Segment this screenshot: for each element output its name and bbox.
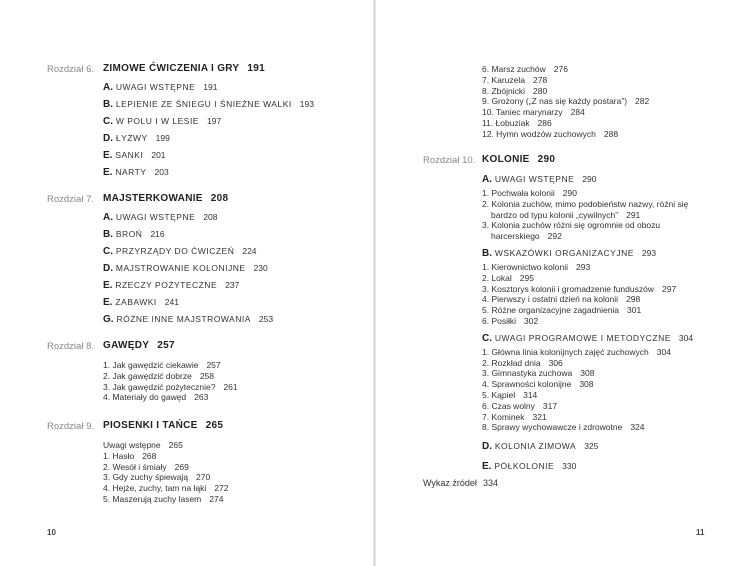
list-item[interactable] <box>482 273 693 284</box>
section-entry[interactable] <box>103 297 273 314</box>
section-title: UWAGI WSTĘPNE <box>115 82 196 92</box>
item-page: 304 <box>656 346 671 357</box>
item-list <box>103 440 229 505</box>
item-text: 5. Różne organizacyjne zagadnienia <box>482 305 620 316</box>
item-page: 306 <box>548 357 563 368</box>
item-text: 6. Czas wolny <box>482 400 535 411</box>
section-letter: E. <box>103 167 113 178</box>
list-item[interactable] <box>482 294 693 305</box>
list-item[interactable] <box>482 368 693 379</box>
item-text: 1. Główna linia kolonijnych zajęć zuchowych <box>482 346 649 357</box>
section-entry[interactable] <box>482 174 693 188</box>
list-item[interactable] <box>103 472 229 483</box>
item-text: 5. Kąpiel <box>482 389 516 400</box>
list-item[interactable] <box>103 483 229 494</box>
chapter-page: 208 <box>210 193 229 204</box>
item-page: 278 <box>533 74 548 85</box>
item-page: 276 <box>553 64 568 74</box>
item-page: 258 <box>199 370 215 381</box>
list-item[interactable] <box>482 316 693 327</box>
section-title: UWAGI PROGRAMOWE I METODYCZNE <box>494 332 671 343</box>
list-item[interactable] <box>482 107 649 118</box>
section-title: UWAGI WSTĘPNE <box>115 212 196 222</box>
sources-page: 334 <box>482 478 498 488</box>
list-item[interactable] <box>482 347 693 358</box>
chapter-page: 257 <box>157 340 175 351</box>
list-item[interactable] <box>482 412 693 423</box>
chapter-title: GAWĘDY <box>103 340 150 351</box>
list-item[interactable] <box>103 360 238 371</box>
item-text: 7. Kominek <box>482 411 525 422</box>
section-entry[interactable] <box>103 82 314 99</box>
right-page <box>376 0 750 566</box>
section-title: PRZYRZĄDY DO ĆWICZEŃ <box>115 246 235 256</box>
item-page: 291 <box>626 209 641 220</box>
item-text: 6. Marsz zuchów <box>482 64 546 74</box>
list-item[interactable] <box>482 96 649 107</box>
section-entry[interactable] <box>103 133 314 150</box>
item-text: 2. Wesół i śmiały <box>103 461 167 472</box>
section-group <box>482 461 693 475</box>
section-letter: B. <box>103 229 113 240</box>
section-page: 241 <box>164 297 179 307</box>
section-letter: D. <box>103 263 113 274</box>
item-text: 4. Hejże, zuchy, tam na łąki <box>103 483 207 494</box>
item-text: 3. Kolonia zuchów różni się ogromnie od obozu <box>482 220 661 231</box>
chapter-title: MAJSTERKOWANIE <box>103 193 203 204</box>
section-title: LEPIENIE ZE ŚNIEGU I ŚNIEŻNE WALKI <box>115 99 292 109</box>
item-text: 2. Kolonia zuchów, mimo podobieństw nazwy, różni się <box>482 198 689 209</box>
list-item[interactable] <box>103 392 238 403</box>
item-page: 282 <box>635 96 650 107</box>
section-page: 208 <box>203 212 218 222</box>
list-item[interactable] <box>482 75 649 86</box>
section-letter: C. <box>482 332 492 344</box>
section-page: 290 <box>582 174 597 184</box>
list-item[interactable] <box>482 188 693 199</box>
item-text: 4. Pierwszy i ostatni dzień na kolonii <box>482 294 619 305</box>
list-item[interactable] <box>482 422 693 433</box>
section-page: 237 <box>225 280 240 290</box>
section-letter: D. <box>482 441 492 453</box>
section-letter: C. <box>103 246 113 257</box>
section-title: MAJSTROWANIE KOLONIJNE <box>115 263 246 273</box>
section-list <box>103 212 273 331</box>
item-text: 2. Lokal <box>482 272 512 283</box>
item-page: 272 <box>214 483 229 494</box>
section-page: 191 <box>203 82 218 92</box>
page-number: 11 <box>696 528 705 537</box>
list-item[interactable] <box>482 118 649 129</box>
list-item[interactable] <box>103 382 238 393</box>
chapter-heading[interactable] <box>103 193 228 204</box>
section-letter: E. <box>103 150 113 161</box>
list-item[interactable] <box>482 379 693 390</box>
section-page: 193 <box>299 99 314 109</box>
item-text: 1. Pochwała kolonii <box>482 188 555 198</box>
item-text: 3. Gdy zuchy śpiewają <box>103 472 189 483</box>
section-title: KOLONIA ZIMOWA <box>494 441 577 452</box>
section-title: SANKI <box>115 150 144 160</box>
item-page: 274 <box>209 493 224 504</box>
list-item[interactable] <box>482 305 693 316</box>
section-group <box>482 174 693 242</box>
list-item[interactable] <box>482 284 693 295</box>
list-item[interactable] <box>482 86 649 97</box>
chapter-label: Rozdział 9. <box>47 421 94 432</box>
item-page: 301 <box>627 305 642 316</box>
item-text: 10. Taniec marynarzy <box>482 107 563 118</box>
section-page: 325 <box>584 441 599 452</box>
item-page: 261 <box>223 381 238 392</box>
chapter-title: ZIMOWE ĆWICZENIA I GRY <box>103 63 240 74</box>
section-letter: C. <box>103 116 113 127</box>
section-group <box>482 248 693 327</box>
item-page: 269 <box>174 461 189 472</box>
section-entry[interactable] <box>103 150 314 167</box>
list-item-continuation[interactable] <box>482 210 693 221</box>
section-letter: A. <box>103 82 113 93</box>
section-group <box>482 441 693 455</box>
item-page: 317 <box>542 400 558 411</box>
item-text: 1. Hasło <box>103 450 135 461</box>
item-text: 11. Łobuziak <box>482 117 530 128</box>
list-item[interactable] <box>482 401 693 412</box>
item-text: 7. Karuzela <box>482 74 525 85</box>
section-letter: B. <box>482 247 492 259</box>
list-item[interactable] <box>482 220 693 231</box>
list-item[interactable] <box>482 262 693 273</box>
chapter-label: Rozdział 7. <box>47 194 94 205</box>
chapter-page: 290 <box>537 154 556 165</box>
chapter-heading[interactable] <box>482 154 555 165</box>
section-page: 203 <box>154 167 169 177</box>
section-groups <box>482 174 693 481</box>
item-text: bardzo od typu kolonii „cywilnych” <box>491 209 619 220</box>
item-page: 265 <box>168 440 183 450</box>
section-entry[interactable] <box>482 441 693 455</box>
list-item[interactable] <box>103 371 238 382</box>
sources-title: Wykaz źródeł <box>423 478 477 488</box>
item-page: 308 <box>580 368 595 379</box>
chapter-label: Rozdział 6. <box>47 64 94 75</box>
section-title: ZABAWKI <box>115 297 157 307</box>
section-letter: A. <box>103 212 113 223</box>
item-page: 295 <box>519 272 534 283</box>
item-page: 321 <box>532 411 547 422</box>
section-page: 224 <box>242 246 257 256</box>
item-text: 2. Rozkład dnia <box>482 357 541 368</box>
section-entry[interactable] <box>103 167 314 184</box>
item-text: 2. Jak gawędzić dobrze <box>103 370 192 381</box>
list-item[interactable] <box>103 462 229 473</box>
section-page: 253 <box>258 314 274 324</box>
chapter-page: 191 <box>247 63 265 74</box>
section-list <box>103 82 314 184</box>
section-entry[interactable] <box>103 280 273 297</box>
item-page: 298 <box>626 294 641 305</box>
section-letter: D. <box>103 133 113 144</box>
item-text: 5. Maszerują zuchy lasem <box>103 493 202 504</box>
item-page: 324 <box>630 422 645 433</box>
item-page: 302 <box>524 315 539 326</box>
item-text: 3. Jak gawędzić pożytecznie? <box>103 381 216 392</box>
sources-entry[interactable] <box>423 478 498 488</box>
chapter-heading[interactable] <box>103 340 175 351</box>
item-text: 8. Sprawy wychowawcze i zdrowotne <box>482 422 623 433</box>
list-item[interactable] <box>482 390 693 401</box>
section-page: 304 <box>678 332 694 343</box>
item-page: 293 <box>575 261 591 272</box>
section-letter: E. <box>103 297 113 308</box>
section-title: ŁYŻWY <box>115 133 148 143</box>
item-page: 263 <box>194 392 209 403</box>
list-item[interactable] <box>103 494 229 505</box>
section-title: BROŃ <box>115 229 143 239</box>
section-group <box>482 333 693 433</box>
item-text: Uwagi wstępne <box>103 440 161 450</box>
chapter-title: KOLONIE <box>482 154 530 165</box>
list-item[interactable] <box>103 451 229 462</box>
list-item[interactable] <box>103 440 229 451</box>
section-entry[interactable] <box>103 116 314 133</box>
item-page: 268 <box>142 450 157 461</box>
item-page: 257 <box>206 360 221 370</box>
list-item[interactable] <box>482 129 649 140</box>
section-title: PÓŁKOLONIE <box>494 461 555 472</box>
chapter-page: 265 <box>205 420 224 431</box>
section-title: WSKAZÓWKI ORGANIZACYJNE <box>494 247 634 258</box>
list-item[interactable] <box>482 64 649 75</box>
section-title: W POLU I W LESIE <box>115 116 199 126</box>
item-text: 4. Sprawności kolonijne <box>482 379 572 390</box>
chapter-heading[interactable] <box>103 420 223 431</box>
list-item[interactable] <box>482 199 693 210</box>
item-page: 308 <box>579 379 594 390</box>
chapter-title: PIOSENKI I TAŃCE <box>103 420 198 431</box>
item-page: 284 <box>570 107 585 118</box>
chapter-label: Rozdział 8. <box>47 341 94 352</box>
section-entry[interactable] <box>103 212 273 229</box>
list-item-continuation[interactable] <box>482 231 693 242</box>
section-page: 230 <box>253 263 268 273</box>
item-text: 4. Materiały do gawęd <box>103 392 187 403</box>
section-page: 201 <box>151 150 166 160</box>
chapter-label: Rozdział 10. <box>423 155 476 166</box>
section-page: 330 <box>562 461 577 472</box>
section-entry[interactable] <box>103 229 273 246</box>
section-letter: A. <box>482 174 492 185</box>
item-page: 288 <box>603 128 619 139</box>
section-title: RÓŻNE INNE MAJSTROWANIA <box>116 314 251 324</box>
item-page: 297 <box>661 283 677 294</box>
section-entry[interactable] <box>103 246 273 263</box>
item-text: 6. Posiłki <box>482 315 517 326</box>
section-title: NARTY <box>115 167 147 177</box>
item-text: 8. Zbójnicki <box>482 85 525 96</box>
page-number: 10 <box>47 528 56 537</box>
item-list <box>103 360 238 403</box>
chapter-heading[interactable] <box>103 63 265 74</box>
section-letter: G. <box>103 314 114 325</box>
continued-item-list <box>482 64 649 140</box>
item-text: 3. Kosztorys kolonii i gromadzenie funduszów <box>482 283 654 294</box>
list-item[interactable] <box>482 358 693 369</box>
left-page <box>0 0 374 566</box>
section-letter: E. <box>103 280 113 291</box>
section-entry[interactable] <box>103 263 273 280</box>
item-page: 280 <box>533 85 548 96</box>
section-entry[interactable] <box>482 248 693 262</box>
section-entry[interactable] <box>482 333 693 347</box>
section-entry[interactable] <box>103 314 273 331</box>
section-title: UWAGI WSTĘPNE <box>494 174 575 184</box>
item-text: 9. Grożony („Z nas się każdy postara”) <box>482 96 628 107</box>
item-page: 292 <box>547 231 562 242</box>
section-letter: E. <box>482 461 492 473</box>
item-text: 1. Kierownictwo kolonii <box>482 261 568 272</box>
item-text: 3. Gimnastyka zuchowa <box>482 368 573 379</box>
section-page: 216 <box>150 229 165 239</box>
item-page: 286 <box>537 117 552 128</box>
item-text: harcerskiego <box>491 231 540 242</box>
section-page: 197 <box>206 116 222 126</box>
section-entry[interactable] <box>103 99 314 116</box>
section-title: RZECZY POŻYTECZNE <box>115 280 218 290</box>
section-entry[interactable] <box>482 461 693 475</box>
section-page: 199 <box>155 133 170 143</box>
item-text: 1. Jak gawędzić ciekawie <box>103 360 199 370</box>
item-text: 12. Hymn wodzów zuchowych <box>482 128 596 139</box>
item-page: 270 <box>196 472 211 483</box>
item-page: 290 <box>562 188 577 198</box>
section-letter: B. <box>103 99 113 110</box>
item-page: 314 <box>523 389 538 400</box>
section-page: 293 <box>641 247 657 258</box>
